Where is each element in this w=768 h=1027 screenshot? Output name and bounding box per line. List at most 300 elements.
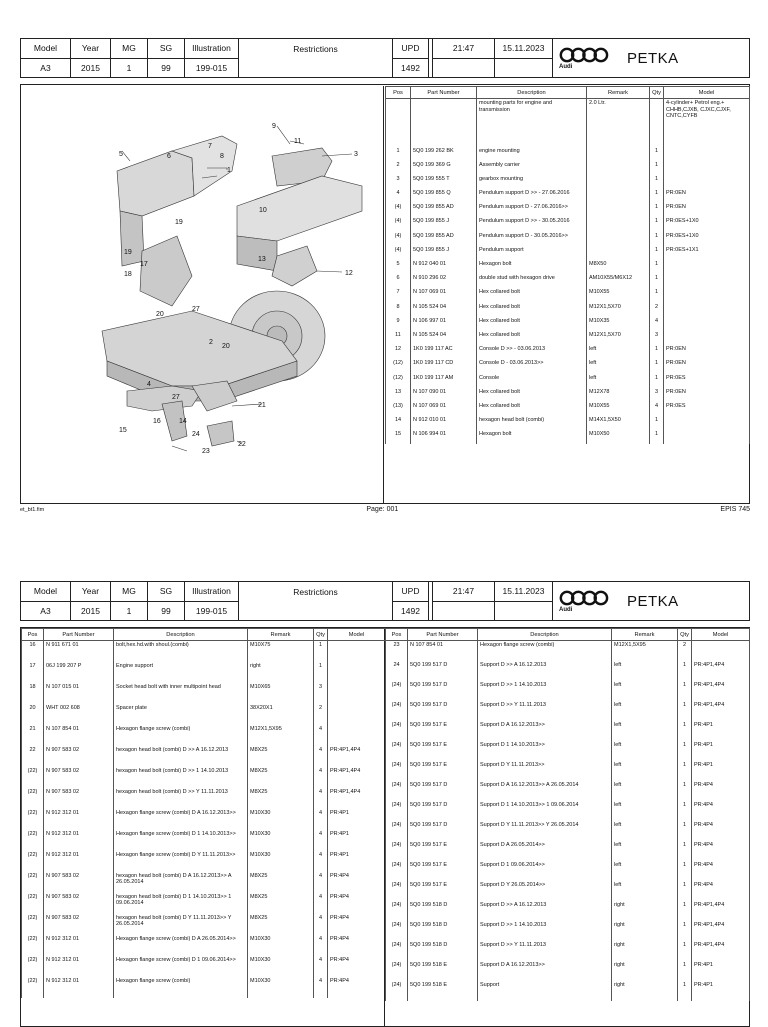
header-date-cell [495,582,553,620]
cell-model [664,274,750,288]
table-row[interactable] [386,345,750,359]
cell-qty: 1 [650,203,664,217]
cell-part-number: N 907 583 02 [44,788,114,809]
callout-label: 12 [345,270,353,277]
cell-qty: 1 [650,288,664,302]
cell-remark: right [612,981,678,1001]
table-row[interactable] [386,246,750,260]
table-row[interactable] [386,721,750,741]
cell-remark [587,189,650,203]
callout-label: 2 [209,339,213,346]
cell-model: PR:4P4 [692,861,750,881]
table-row[interactable] [386,681,750,701]
cell-description: Hexagon flange screw (combi) D 1 09.06.2014>> [114,956,248,977]
cell-remark: right [248,662,314,683]
cell-description: Hexagon flange screw (combi) D Y 11.11.2013>> [114,851,248,872]
cell-remark: 2.0 Ltr. [587,99,650,147]
cell-qty: 2 [314,704,328,725]
cell-pos: 1 [386,147,411,161]
header-sg-cell [148,39,185,77]
cell-pos: 3 [386,175,411,189]
header-model-cell [21,582,71,620]
header-time-cell [432,582,495,620]
cell-model: PR:4P4 [328,914,386,935]
cell-pos: (24) [386,801,408,821]
callout-label: 27 [192,306,200,313]
cell-qty: 1 [678,681,692,701]
cell-description: Support D 1 14.10.2013>> [478,741,612,761]
cell-description: Support D >> 1 14.10.2013 [478,681,612,701]
table-row[interactable] [386,288,750,302]
cell-model: PR:0EN [664,388,750,402]
page1-content [20,84,750,504]
table-row[interactable] [386,274,750,288]
cell-part-number: N 107 854 01 [44,725,114,746]
cell-remark: M12X78 [587,388,650,402]
cell-pos [386,99,411,147]
cell-description: Support D >> A 16.12.2013 [478,661,612,681]
column-header-qty: Qty [314,629,328,641]
cell-qty: 2 [650,303,664,317]
cell-pos: 18 [22,683,44,704]
table-row[interactable] [386,781,750,801]
table-row[interactable] [386,388,750,402]
cell-remark: 38X20X1 [248,704,314,725]
cell-remark [587,147,650,161]
cell-part-number: 06J 199 207 P [44,662,114,683]
table-row[interactable] [22,725,386,746]
cell-part-number: N 105 524 04 [411,303,477,317]
table-row[interactable] [386,232,750,246]
cell-model [664,161,750,175]
table-row[interactable] [386,147,750,161]
callout-label: 23 [202,448,210,455]
column-header-part-number: Part Number [408,629,478,641]
cell-remark [587,161,650,175]
table-row[interactable] [386,331,750,345]
cell-part-number: 5Q0 199 369 G [411,161,477,175]
cell-part-number: 1K0 199 117 AM [411,374,477,388]
cell-description: engine mounting [477,147,587,161]
cell-description: Pendulum support D >> - 27.06.2016 [477,189,587,203]
cell-description: double stud with hexagon drive [477,274,587,288]
cell-model: PR:4P1,4P4 [692,921,750,941]
cell-part-number: N 107 090 01 [411,388,477,402]
cell-model: PR:0EN [664,345,750,359]
cell-pos: (4) [386,203,411,217]
cell-pos: 16 [22,641,44,662]
cell-remark: left [612,701,678,721]
column-header-description: Description [477,87,587,99]
cell-model: PR:4P1,4P4 [692,661,750,681]
callout-label: 21 [258,402,266,409]
app-title: PETKA [627,49,679,67]
app-title: PETKA [627,592,679,610]
cell-description: Hexagon bolt [477,260,587,274]
table-row[interactable] [386,374,750,388]
table-row[interactable] [386,861,750,881]
column-header-remark: Remark [587,87,650,99]
cell-qty: 1 [650,374,664,388]
cell-part-number: N 907 583 02 [44,767,114,788]
cell-qty: 1 [650,217,664,231]
cell-description: Pendulum support [477,246,587,260]
callout-label: 15 [119,427,127,434]
cell-remark: M10X30 [248,830,314,851]
cell-part-number: N 106 994 01 [411,430,477,444]
callout-label: 27 [172,394,180,401]
cell-remark: left [612,741,678,761]
header-label: MG [111,582,147,602]
cell-qty: 1 [678,661,692,681]
cell-part-number: 5Q0 199 517 D [408,701,478,721]
callout-label: 19 [175,219,183,226]
callout-label: 3 [354,151,358,158]
cell-description: mounting parts for engine and transmission [477,99,587,147]
cell-qty: 1 [678,981,692,1001]
footer-epis: EPIS 745 [720,506,750,513]
column-header-part-number: Part Number [411,87,477,99]
cell-description: Console D - 03.06.2013>> [477,359,587,373]
table-row[interactable] [22,662,386,683]
cell-description: Pendulum support D - 27.06.2016>> [477,203,587,217]
header-mg-cell [111,582,148,620]
cell-pos: (24) [386,901,408,921]
cell-model [328,662,386,683]
cell-pos: 2 [386,161,411,175]
cell-part-number: 5Q0 199 518 D [408,901,478,921]
column-header-qty: Qty [678,629,692,641]
cell-model [664,147,750,161]
table-row[interactable] [386,661,750,681]
cell-qty: 1 [650,232,664,246]
table-row[interactable] [386,303,750,317]
table-row[interactable] [386,981,750,1001]
column-header-model: Model [664,87,750,99]
cell-qty: 4 [314,788,328,809]
table-row[interactable] [386,641,750,661]
cell-remark [587,203,650,217]
cell-part-number: 5Q0 199 855 AD [411,203,477,217]
table-row[interactable] [386,217,750,231]
table-row[interactable] [22,851,386,872]
cell-model: PR:0ES [664,374,750,388]
table-row[interactable] [386,189,750,203]
cell-qty: 1 [650,147,664,161]
audi-logo [553,582,619,620]
cell-pos: (13) [386,402,411,416]
cell-remark: M10X30 [248,977,314,998]
table-row[interactable] [386,761,750,781]
cell-pos: (22) [22,788,44,809]
callout-label: 7 [208,143,212,150]
table-body [386,99,750,445]
table-row[interactable] [386,359,750,373]
table-row[interactable] [386,801,750,821]
cell-remark: M10X30 [248,851,314,872]
table-row[interactable] [386,175,750,189]
cell-description: Pendulum support D >> - 30.05.2016 [477,217,587,231]
cell-qty: 4 [314,977,328,998]
table-row[interactable] [22,767,386,788]
table-row[interactable] [22,683,386,704]
cell-part-number: 5Q0 199 518 D [408,921,478,941]
table-row[interactable] [22,788,386,809]
cell-pos: 12 [386,345,411,359]
cell-qty: 4 [650,402,664,416]
cell-pos: (24) [386,921,408,941]
cell-part-number: 5Q0 199 517 E [408,881,478,901]
table-row[interactable] [22,872,386,893]
cell-qty: 1 [678,901,692,921]
column-header-pos: Pos [386,87,411,99]
cell-pos: 6 [386,274,411,288]
cell-part-number: 5Q0 199 517 D [408,681,478,701]
cell-qty: 1 [678,781,692,801]
cell-qty: 4 [314,893,328,914]
table-row[interactable] [22,746,386,767]
table-row[interactable] [386,741,750,761]
cell-part-number: N 107 854 01 [408,641,478,661]
cell-remark: left [587,374,650,388]
header-year-cell [71,582,111,620]
column-header-part-number: Part Number [44,629,114,641]
cell-description: Support D 1 14.10.2013>> 1 09.06.2014 [478,801,612,821]
cell-model [664,430,750,444]
cell-model [692,641,750,661]
cell-part-number: N 912 312 01 [44,956,114,977]
cell-remark: M10X30 [248,935,314,956]
cell-qty: 4 [314,725,328,746]
cell-description: Pendulum support D - 30.05.2016>> [477,232,587,246]
cell-remark: M12X1,5X70 [587,303,650,317]
cell-model [328,704,386,725]
cell-remark: left [612,781,678,801]
cell-pos: 13 [386,388,411,402]
table-row[interactable] [22,935,386,956]
cell-remark: left [612,681,678,701]
header-sg-cell [148,582,185,620]
cell-description: Socket head bolt with inner multipoint head [114,683,248,704]
cell-qty [650,99,664,147]
cell-pos: (24) [386,861,408,881]
cell-part-number: N 912 040 01 [411,260,477,274]
cell-description: Hex collared bolt [477,317,587,331]
callout-label: 8 [220,153,224,160]
callout-label: 1 [227,167,231,174]
cell-part-number: 5Q0 199 518 D [408,941,478,961]
cell-description: Hexagon flange screw (combi) D 1 14.10.2013>> [114,830,248,851]
cell-description: hexagon head bolt (combi) D 1 14.10.2013>> 1 09.06.2014 [114,893,248,914]
cell-model: PR:4P1,4P4 [692,941,750,961]
cell-model: PR:0ES [664,402,750,416]
cell-qty: 1 [678,721,692,741]
table-row[interactable] [386,99,750,147]
table-row[interactable] [386,430,750,444]
cell-remark [587,246,650,260]
table-row[interactable] [386,841,750,861]
cell-qty: 4 [314,935,328,956]
cell-remark: left [587,359,650,373]
column-header-description: Description [114,629,248,641]
cell-remark: M8X25 [248,914,314,935]
cell-part-number: N 912 312 01 [44,809,114,830]
table-row[interactable] [22,641,386,662]
cell-part-number: 5Q0 199 517 D [408,821,478,841]
table-row[interactable] [386,161,750,175]
cell-description: Support D Y 11.11.2013>> Y 26.05.2014 [478,821,612,841]
column-header-pos: Pos [386,629,408,641]
cell-qty: 3 [314,683,328,704]
cell-description: Support D Y 11.11.2013>> [478,761,612,781]
cell-model: PR:4P1,4P4 [692,701,750,721]
cell-qty: 1 [650,161,664,175]
header-value: 2015 [81,62,100,73]
header-label: SG [148,39,184,59]
cell-part-number: N 907 583 02 [44,746,114,767]
cell-part-number: N 912 312 01 [44,935,114,956]
table-row[interactable] [22,704,386,725]
header-time-cell [432,39,495,77]
cell-pos: (4) [386,217,411,231]
cell-remark: left [612,721,678,741]
callout-label: 11 [294,138,302,145]
cell-qty: 1 [678,861,692,881]
cell-description: Support D A 16.12.2013>> [478,721,612,741]
cell-description: hexagon head bolt (combi) D A 16.12.2013>> A 26.05.2014 [114,872,248,893]
header-date-cell [495,39,553,77]
table-row[interactable] [386,901,750,921]
header-value: 199-015 [195,605,228,616]
table-row[interactable] [22,977,386,998]
cell-part-number: 5Q0 199 855 AD [411,232,477,246]
table-row[interactable] [22,914,386,935]
table-row[interactable] [386,961,750,981]
cell-pos: 20 [22,704,44,725]
cell-part-number: N 107 069 01 [411,288,477,302]
audi-logo [553,39,619,77]
cell-pos: 23 [386,641,408,661]
cell-part-number: 5Q0 199 517 E [408,761,478,781]
cell-description: Support D Y 26.05.2014>> [478,881,612,901]
header-value: 1492 [401,62,420,73]
column-header-qty: Qty [650,87,664,99]
header-upd-cell [393,39,429,77]
table-row[interactable] [386,416,750,430]
footer-filename: et_bt1.fim [20,506,45,513]
callout-label: 17 [140,261,148,268]
cell-qty: 1 [678,941,692,961]
cell-pos: (22) [22,830,44,851]
cell-remark: M12X1,5X95 [248,725,314,746]
cell-remark: left [612,821,678,841]
audi-rings-icon [559,47,609,63]
cell-remark: right [612,941,678,961]
cell-model: PR:4P4 [692,821,750,841]
cell-description: Hex collared bolt [477,402,587,416]
header-label: Restrictions [293,43,338,54]
header-value: A3 [40,605,51,616]
table-row[interactable] [386,701,750,721]
table-row[interactable] [22,809,386,830]
cell-qty: 4 [314,830,328,851]
table-row[interactable] [386,941,750,961]
cell-description: Support D >> A 16.12.2013 [478,901,612,921]
brand-name: Audi [559,63,573,70]
cell-description: Hexagon flange screw (combi) D A 26.05.2014>> [114,935,248,956]
cell-pos: (4) [386,246,411,260]
table-row[interactable] [386,203,750,217]
cell-part-number: 5Q0 199 262 BK [411,147,477,161]
cell-remark: M14X1,5X50 [587,416,650,430]
table-row[interactable] [386,881,750,901]
catalog-page-2 [0,570,768,1024]
cell-pos: (22) [22,809,44,830]
cell-model: PR:0EN [664,189,750,203]
cell-part-number: 5Q0 199 517 D [408,661,478,681]
cell-remark: left [612,861,678,881]
cell-remark: M10X55 [587,402,650,416]
table-row[interactable] [22,830,386,851]
cell-remark: left [612,841,678,861]
cell-remark: right [612,921,678,941]
header-mg-cell [111,39,148,77]
header-date: 15.11.2023 [495,582,552,602]
column-header-description: Description [478,629,612,641]
cell-description: Console D >> - 03.06.2013 [477,345,587,359]
header-value [239,601,392,620]
cell-pos: (12) [386,374,411,388]
table-row[interactable] [22,956,386,977]
cell-pos: 24 [386,661,408,681]
cell-pos: (22) [22,956,44,977]
column-header-model: Model [328,629,386,641]
cell-remark: M10X55 [587,288,650,302]
callout-label: 20 [222,343,230,350]
cell-description: Hex collared bolt [477,388,587,402]
cell-pos: (24) [386,841,408,861]
cell-part-number: N 106 997 01 [411,317,477,331]
header-value: A3 [40,62,51,73]
cell-qty: 1 [650,189,664,203]
cell-qty: 1 [678,741,692,761]
header-label: Illustration [185,582,238,602]
table-row[interactable] [386,821,750,841]
cell-pos: (24) [386,961,408,981]
table-row[interactable] [386,260,750,274]
table-row[interactable] [386,317,750,331]
cell-qty: 1 [650,345,664,359]
cell-qty: 4 [314,956,328,977]
callout-label: 19 [124,249,132,256]
cell-part-number: 5Q0 199 518 E [408,981,478,1001]
table-row[interactable] [386,402,750,416]
cell-qty: 2 [678,641,692,661]
cell-qty: 1 [678,881,692,901]
header-value: 99 [161,62,171,73]
table-row[interactable] [22,893,386,914]
cell-qty: 1 [650,274,664,288]
cell-part-number: N 907 583 02 [44,893,114,914]
cell-part-number: N 912 312 01 [44,851,114,872]
cell-model: PR:4P4 [328,956,386,977]
table-row[interactable] [386,921,750,941]
header-label: Model [21,39,70,59]
cell-remark: M10X30 [248,809,314,830]
cell-part-number: 5Q0 199 517 E [408,841,478,861]
parts-illustration [22,86,384,504]
cell-model [664,260,750,274]
